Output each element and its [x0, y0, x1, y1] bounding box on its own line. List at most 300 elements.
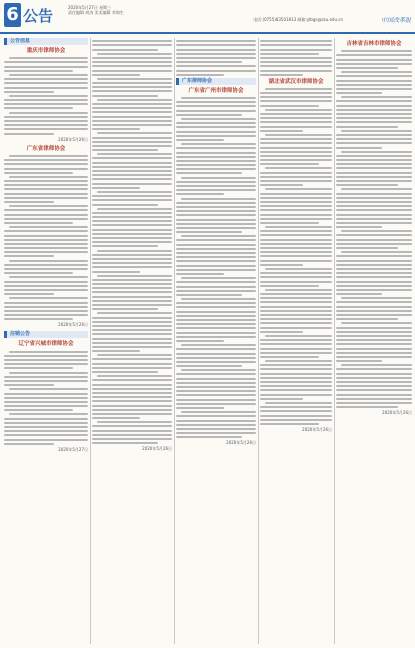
- text-line: [92, 271, 140, 273]
- text-line: [4, 443, 54, 445]
- text-line: [260, 53, 319, 55]
- text-line: [336, 109, 412, 111]
- text-line: [92, 392, 172, 394]
- text-line: [260, 201, 332, 203]
- contact-info: 电话:(0755)83501813 邮箱:ylbgs@szu.edu.cn: [253, 17, 343, 22]
- text-line: [176, 420, 256, 422]
- text-line: [9, 351, 88, 353]
- text-line: [4, 426, 88, 428]
- text-line: [336, 113, 412, 115]
- text-line: [92, 233, 172, 235]
- text-line: [176, 311, 256, 313]
- column-4: [260, 38, 332, 644]
- text-line: [336, 54, 412, 56]
- text-line: [92, 371, 158, 373]
- text-line: [260, 61, 332, 63]
- text-line: [92, 442, 158, 444]
- text-line: [176, 65, 256, 67]
- text-line: [176, 336, 256, 338]
- text-line: [341, 151, 412, 153]
- text-line: [181, 298, 256, 300]
- text-line: [176, 394, 256, 396]
- column-1: [4, 38, 88, 644]
- text-line: [176, 415, 256, 417]
- text-line: [92, 367, 172, 369]
- text-line: [176, 327, 256, 329]
- text-line: [92, 379, 172, 381]
- text-line: [260, 209, 332, 211]
- text-line: [341, 297, 412, 299]
- text-line: [260, 193, 332, 195]
- text-line: [336, 59, 412, 61]
- text-line: [265, 402, 332, 404]
- text-line: [336, 285, 412, 287]
- text-line: [260, 297, 332, 299]
- text-line: [336, 301, 412, 303]
- text-line: [92, 103, 172, 105]
- text-line: [260, 247, 332, 249]
- text-line: [176, 172, 242, 174]
- text-line: [176, 193, 224, 195]
- text-line: [4, 201, 54, 203]
- text-line: [97, 312, 172, 314]
- text-line: [341, 71, 412, 73]
- text-line: [260, 155, 332, 157]
- text-line: [260, 65, 332, 67]
- text-line: [92, 183, 172, 185]
- text-line: [260, 105, 319, 107]
- text-line: [260, 377, 332, 379]
- text-line: [92, 388, 172, 390]
- text-line: [176, 378, 256, 380]
- text-line: [336, 239, 412, 241]
- text-line: [9, 57, 88, 59]
- text-line: [336, 335, 412, 337]
- editors: 责任编辑 胡涛 美术编辑 李海生: [68, 10, 124, 15]
- text-line: [336, 343, 412, 345]
- text-line: [4, 393, 88, 395]
- text-line: [265, 289, 332, 291]
- text-line: [176, 269, 256, 271]
- text-line: [176, 74, 224, 76]
- text-line: [4, 272, 73, 274]
- text-line: [176, 147, 256, 149]
- text-line: [176, 49, 256, 51]
- text-line: [260, 285, 319, 287]
- text-line: [92, 90, 172, 92]
- text-line: [181, 411, 256, 413]
- text-line: [260, 327, 332, 329]
- text-line: [260, 368, 332, 370]
- text-line: [341, 50, 412, 52]
- text-line: [336, 348, 412, 350]
- text-line: [92, 245, 158, 247]
- text-line: [336, 218, 412, 220]
- notice-signature: 2020年5月26日: [302, 427, 332, 433]
- text-line: [92, 396, 172, 398]
- text-line: [260, 230, 332, 232]
- text-line: [260, 394, 332, 396]
- newspaper-logo: 中国改革报: [380, 17, 411, 24]
- text-line: [260, 314, 332, 316]
- text-line: [176, 101, 256, 103]
- text-line: [4, 314, 88, 316]
- text-line: [176, 122, 256, 124]
- notice-body: [176, 40, 256, 76]
- text-line: [4, 180, 88, 182]
- text-line: [92, 308, 158, 310]
- text-line: [341, 322, 412, 324]
- text-line: [9, 297, 88, 299]
- text-line: [9, 276, 88, 278]
- text-line: [176, 70, 256, 72]
- notice-body: [4, 351, 88, 445]
- text-line: [265, 167, 332, 169]
- text-line: [260, 243, 332, 245]
- text-line: [4, 302, 88, 304]
- text-line: [92, 241, 172, 243]
- text-line: [4, 376, 88, 378]
- text-line: [260, 385, 332, 387]
- text-line: [260, 348, 332, 350]
- text-line: [336, 214, 412, 216]
- text-line: [97, 354, 172, 356]
- text-line: [336, 394, 412, 396]
- text-line: [176, 210, 256, 212]
- text-line: [176, 110, 256, 112]
- text-line: [92, 400, 172, 402]
- text-line: [92, 174, 172, 176]
- text-line: [336, 134, 412, 136]
- text-line: [176, 357, 256, 359]
- text-line: [92, 434, 172, 436]
- text-line: [92, 49, 158, 51]
- text-line: [4, 422, 88, 424]
- text-line: [92, 279, 172, 281]
- text-line: [336, 159, 412, 161]
- text-line: [92, 224, 172, 226]
- text-line: [4, 430, 88, 432]
- text-line: [336, 368, 412, 370]
- text-line: [260, 151, 332, 153]
- text-line: [4, 163, 88, 165]
- text-line: [176, 286, 256, 288]
- text-line: [4, 401, 88, 403]
- text-line: [92, 170, 172, 172]
- text-line: [336, 352, 412, 354]
- notice-body: [4, 57, 88, 134]
- text-line: [4, 87, 88, 89]
- text-line: [92, 86, 172, 88]
- text-line: [260, 318, 332, 320]
- text-line: [92, 107, 172, 109]
- text-line: [336, 381, 412, 383]
- text-line: [265, 268, 332, 270]
- text-line: [176, 131, 256, 133]
- text-line: [4, 107, 73, 109]
- text-line: [176, 168, 256, 170]
- text-line: [336, 209, 412, 211]
- text-line: [176, 231, 242, 233]
- notice-title: 广东省广州市律师协会: [188, 87, 244, 94]
- text-line: [97, 208, 172, 210]
- text-line: [260, 44, 332, 46]
- text-line: [92, 258, 172, 260]
- page-number: 6: [4, 3, 21, 27]
- text-line: [336, 100, 412, 102]
- notice-signature: 2020年5月26日: [58, 136, 88, 142]
- text-line: [336, 180, 412, 182]
- text-line: [176, 340, 224, 342]
- notice-title: 辽宁省兴城市律师协会: [18, 341, 74, 348]
- text-line: [176, 436, 242, 438]
- text-line: [260, 381, 332, 383]
- text-line: [176, 290, 256, 292]
- text-line: [260, 415, 332, 417]
- text-line: [4, 218, 88, 220]
- text-line: [265, 360, 332, 362]
- text-line: [92, 212, 172, 214]
- text-line: [260, 234, 332, 236]
- text-line: [92, 325, 172, 327]
- text-line: [336, 105, 412, 107]
- text-line: [336, 385, 412, 387]
- text-line: [176, 57, 256, 59]
- text-line: [92, 116, 172, 118]
- text-line: [336, 197, 412, 199]
- text-line: [260, 172, 332, 174]
- text-line: [176, 373, 256, 375]
- text-line: [92, 57, 172, 59]
- text-line: [260, 276, 332, 278]
- text-line: [9, 205, 88, 207]
- text-line: [97, 191, 172, 193]
- text-line: [92, 317, 172, 319]
- text-line: [336, 142, 412, 144]
- text-line: [336, 289, 412, 291]
- text-line: [4, 367, 73, 369]
- text-line: [9, 388, 88, 390]
- text-line: [4, 61, 88, 63]
- text-line: [176, 105, 256, 107]
- text-line: [176, 189, 256, 191]
- text-line: [260, 117, 332, 119]
- text-line: [336, 389, 412, 391]
- text-line: [97, 275, 172, 277]
- section-title: 公告: [23, 7, 54, 25]
- text-line: [92, 254, 172, 256]
- text-line: [176, 206, 256, 208]
- text-line: [176, 53, 256, 55]
- text-line: [92, 405, 172, 407]
- text-line: [336, 260, 412, 262]
- notice-body: [176, 97, 256, 438]
- text-line: [176, 319, 256, 321]
- text-line: [176, 407, 224, 409]
- text-line: [176, 219, 256, 221]
- text-line: [260, 70, 332, 72]
- text-line: [92, 70, 172, 72]
- text-line: [176, 302, 256, 304]
- text-line: [92, 321, 172, 323]
- text-line: [4, 439, 88, 441]
- notice-title: 吉林省吉林市律师协会: [346, 41, 402, 47]
- text-line: [4, 293, 54, 295]
- text-line: [336, 402, 412, 404]
- text-line: [176, 244, 256, 246]
- text-line: [260, 130, 303, 132]
- text-line: [4, 251, 88, 253]
- text-line: [176, 323, 256, 325]
- text-line: [260, 406, 332, 408]
- text-line: [176, 403, 256, 405]
- column-rule: [334, 38, 335, 644]
- text-line: [4, 193, 88, 195]
- text-line: [260, 260, 332, 262]
- text-line: [260, 113, 332, 115]
- text-line: [4, 384, 54, 386]
- text-line: [260, 410, 332, 412]
- text-line: [92, 82, 172, 84]
- notice-signature: 2020年5月26日: [58, 322, 88, 328]
- text-line: [176, 126, 256, 128]
- text-line: [92, 120, 172, 122]
- text-line: [260, 352, 332, 354]
- text-line: [265, 335, 332, 337]
- text-line: [4, 318, 73, 320]
- text-line: [4, 120, 88, 122]
- text-line: [336, 126, 398, 128]
- column-5: [336, 38, 412, 644]
- text-line: [9, 155, 88, 157]
- text-line: [92, 124, 172, 126]
- text-line: [336, 356, 412, 358]
- text-line: [336, 88, 412, 90]
- text-line: [4, 184, 88, 186]
- text-line: [260, 255, 332, 257]
- text-line: [97, 53, 172, 55]
- text-line: [176, 260, 256, 262]
- text-line: [92, 283, 172, 285]
- text-line: [92, 220, 172, 222]
- text-line: [92, 409, 172, 411]
- text-line: [336, 331, 412, 333]
- text-line: [336, 155, 412, 157]
- text-line: [336, 80, 412, 82]
- text-line: [336, 314, 412, 316]
- text-line: [9, 176, 88, 178]
- text-line: [92, 384, 172, 386]
- text-line: [336, 63, 412, 65]
- text-line: [336, 193, 412, 195]
- text-line: [4, 172, 73, 174]
- text-line: [176, 256, 256, 258]
- text-line: [260, 40, 332, 42]
- notice-signature: 2020年5月27日: [58, 446, 88, 452]
- text-line: [336, 84, 412, 86]
- text-line: [260, 180, 332, 182]
- text-line: [336, 373, 412, 375]
- text-line: [97, 99, 172, 101]
- column-box-head: 广东律师协会: [176, 78, 256, 85]
- text-line: [176, 432, 256, 434]
- text-line: [181, 369, 256, 371]
- notice-title: 重庆市律师协会: [26, 48, 66, 54]
- column-rule: [258, 38, 259, 644]
- text-line: [4, 159, 88, 161]
- text-line: [92, 338, 172, 340]
- text-line: [92, 157, 172, 159]
- text-line: [4, 243, 88, 245]
- text-line: [176, 428, 256, 430]
- text-line: [176, 306, 256, 308]
- text-line: [260, 373, 332, 375]
- text-line: [336, 163, 412, 165]
- text-line: [4, 78, 88, 80]
- text-line: [336, 117, 412, 119]
- text-line: [336, 272, 412, 274]
- text-line: [4, 239, 88, 241]
- text-line: [9, 112, 88, 114]
- text-line: [176, 252, 256, 254]
- text-line: [92, 74, 140, 76]
- text-line: [336, 172, 412, 174]
- text-line: [336, 201, 412, 203]
- text-line: [336, 281, 412, 283]
- text-line: [260, 293, 332, 295]
- text-line: [4, 214, 88, 216]
- notice-body: [336, 50, 412, 408]
- notice-signature: 2020年5月26日: [142, 446, 172, 452]
- text-line: [176, 353, 256, 355]
- text-line: [260, 121, 332, 123]
- column-box-head: 注销公告: [4, 331, 88, 338]
- text-line: [260, 419, 332, 421]
- text-line: [92, 346, 172, 348]
- text-line: [4, 268, 88, 270]
- text-line: [4, 380, 88, 382]
- text-line: [336, 247, 398, 249]
- text-line: [260, 92, 332, 94]
- text-line: [176, 160, 256, 162]
- column-3: [176, 38, 256, 644]
- text-line: [260, 281, 332, 283]
- text-line: [92, 204, 158, 206]
- text-line: [176, 390, 256, 392]
- text-line: [176, 239, 256, 241]
- text-line: [260, 423, 319, 425]
- text-line: [92, 266, 172, 268]
- text-line: [260, 74, 303, 76]
- text-line: [92, 430, 172, 432]
- text-line: [181, 198, 256, 200]
- text-line: [176, 281, 256, 283]
- text-line: [92, 304, 172, 306]
- text-line: [92, 137, 172, 139]
- notice-body: [92, 40, 172, 444]
- text-line: [4, 285, 88, 287]
- text-line: [176, 386, 256, 388]
- text-line: [336, 92, 382, 94]
- text-line: [176, 181, 256, 183]
- text-line: [260, 159, 332, 161]
- text-line: [336, 293, 382, 295]
- text-line: [9, 95, 88, 97]
- text-line: [260, 389, 332, 391]
- text-line: [260, 398, 303, 400]
- text-line: [260, 218, 332, 220]
- text-line: [4, 82, 88, 84]
